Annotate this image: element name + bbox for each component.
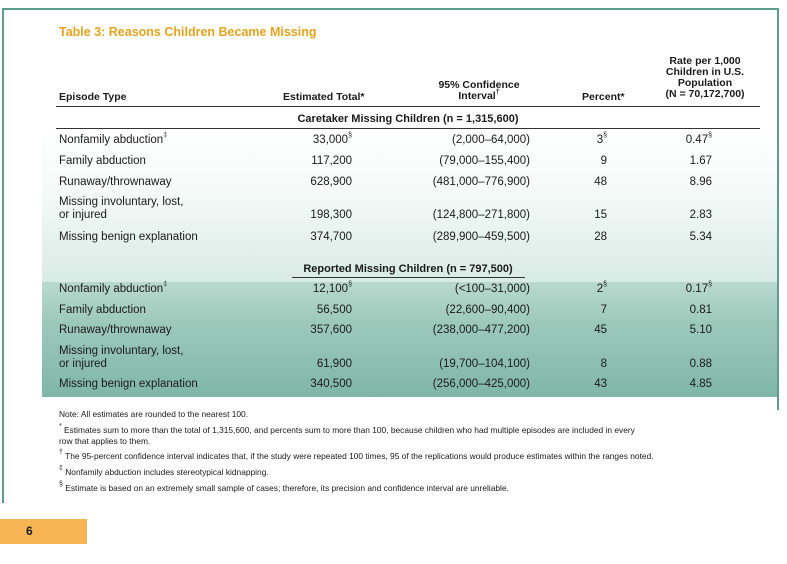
percent-cell: 15 — [594, 209, 607, 221]
footnote-mark: ‡ — [163, 281, 168, 288]
episode-type-cell: Missing involuntary, lost, — [59, 345, 184, 357]
footnote-mark: § — [603, 281, 607, 288]
percent-cell: 48 — [594, 176, 607, 188]
section-title-caretaker: Caretaker Missing Children (n = 1,315,600) — [297, 113, 519, 125]
header-confidence-interval: 95% Confidence Interval† — [438, 79, 520, 102]
note-nonfamily-abduction: ‡ Nonfamily abduction includes stereotypical kidnapping. — [59, 465, 269, 477]
rate-cell: 0.17 — [685, 283, 709, 295]
footnote-mark: § — [708, 132, 712, 139]
percent-cell: 8 — [600, 358, 607, 370]
episode-type-cell: Nonfamily abduction — [59, 283, 164, 295]
estimated-total-cell: 56,500 — [316, 304, 352, 316]
note-rounding: Note: All estimates are rounded to the nearest 100. — [59, 409, 249, 419]
rate-cell: 5.34 — [689, 231, 712, 243]
header-percent: Percent* — [582, 91, 625, 103]
confidence-interval-cell: (2,000–64,000) — [451, 134, 530, 146]
percent-cell: 9 — [600, 155, 607, 167]
rate-cell: 4.85 — [689, 378, 712, 390]
rate-cell: 5.10 — [689, 324, 712, 336]
confidence-interval-cell: (124,800–271,800) — [432, 209, 530, 221]
confidence-interval-cell: (256,000–425,000) — [432, 378, 530, 390]
header-rate: Rate per 1,000 Children in U.S. Population (N = 70,172,700) — [665, 55, 745, 100]
note-small-sample: § Estimate is based on an extremely small sample of cases; therefore, its precision and confidence interval are unreliable. — [59, 481, 509, 493]
footnote-mark: § — [708, 281, 712, 288]
rate-cell: 2.83 — [689, 209, 712, 221]
section-rule — [292, 277, 525, 278]
percent-cell: 7 — [600, 304, 607, 316]
episode-type-cell: Missing benign explanation — [59, 378, 198, 390]
confidence-interval-cell: (<100–31,000) — [454, 283, 530, 295]
section-rule — [56, 128, 760, 129]
percent-cell: 28 — [594, 231, 607, 243]
rate-cell: 0.47 — [685, 134, 709, 146]
estimated-total-cell: 61,900 — [316, 358, 352, 370]
rate-cell: 0.88 — [689, 358, 712, 370]
episode-type-cell: Runaway/thrownaway — [59, 176, 172, 188]
episode-type-cell-continued: or injured — [59, 358, 107, 370]
rate-cell: 0.81 — [689, 304, 712, 316]
estimated-total-cell: 12,100 — [312, 283, 349, 295]
episode-type-cell: Family abduction — [59, 155, 146, 167]
footnote-mark: § — [348, 132, 352, 139]
footnote-mark: § — [348, 281, 352, 288]
page-number-tab — [0, 519, 87, 544]
footnote-mark: § — [603, 132, 607, 139]
rate-cell: 8.96 — [689, 176, 712, 188]
note-confidence-interval: † The 95-percent confidence interval indicates that, if the study were repeated 100 times, 95 of the replications would produce estimates within the ranges noted. — [59, 449, 654, 461]
confidence-interval-cell: (481,000–776,900) — [432, 176, 530, 188]
confidence-interval-cell: (22,600–90,400) — [445, 304, 530, 316]
rate-cell: 1.67 — [689, 155, 712, 167]
percent-cell: 43 — [594, 378, 607, 390]
footnote-mark: ‡ — [163, 132, 168, 139]
episode-type-cell: Family abduction — [59, 304, 146, 316]
confidence-interval-cell: (19,700–104,100) — [439, 358, 530, 370]
estimated-total-cell: 117,200 — [311, 155, 352, 167]
confidence-interval-cell: (289,900–459,500) — [432, 231, 530, 243]
note-estimates-sum: * Estimates sum to more than the total of 1,315,600, and percents sum to more than 100, because children who had multiple episodes are included in every row that applies to them. — [59, 423, 635, 446]
percent-cell: 3 — [596, 134, 604, 146]
confidence-interval-cell: (238,000–477,200) — [432, 324, 530, 336]
estimated-total-cell: 33,000 — [312, 134, 349, 146]
estimated-total-cell: 198,300 — [310, 209, 352, 221]
header-rule — [56, 106, 760, 107]
estimated-total-cell: 374,700 — [310, 231, 352, 243]
page-number: 6 — [26, 524, 33, 538]
episode-type-cell: Runaway/thrownaway — [59, 324, 172, 336]
percent-cell: 2 — [596, 283, 604, 295]
header-episode-type: Episode Type — [59, 91, 127, 103]
confidence-interval-cell: (79,000–155,400) — [439, 155, 530, 167]
section-title-reported: Reported Missing Children (n = 797,500) — [303, 263, 513, 275]
estimated-total-cell: 357,600 — [310, 324, 352, 336]
percent-cell: 45 — [594, 324, 607, 336]
estimated-total-cell: 340,500 — [310, 378, 352, 390]
episode-type-cell: Nonfamily abduction — [59, 134, 164, 146]
episode-type-cell: Missing involuntary, lost, — [59, 196, 184, 208]
table-title: Table 3: Reasons Children Became Missing — [59, 25, 317, 39]
episode-type-cell-continued: or injured — [59, 209, 107, 221]
estimated-total-cell: 628,900 — [310, 176, 352, 188]
header-estimated-total: Estimated Total* — [283, 91, 365, 103]
episode-type-cell: Missing benign explanation — [59, 231, 198, 243]
